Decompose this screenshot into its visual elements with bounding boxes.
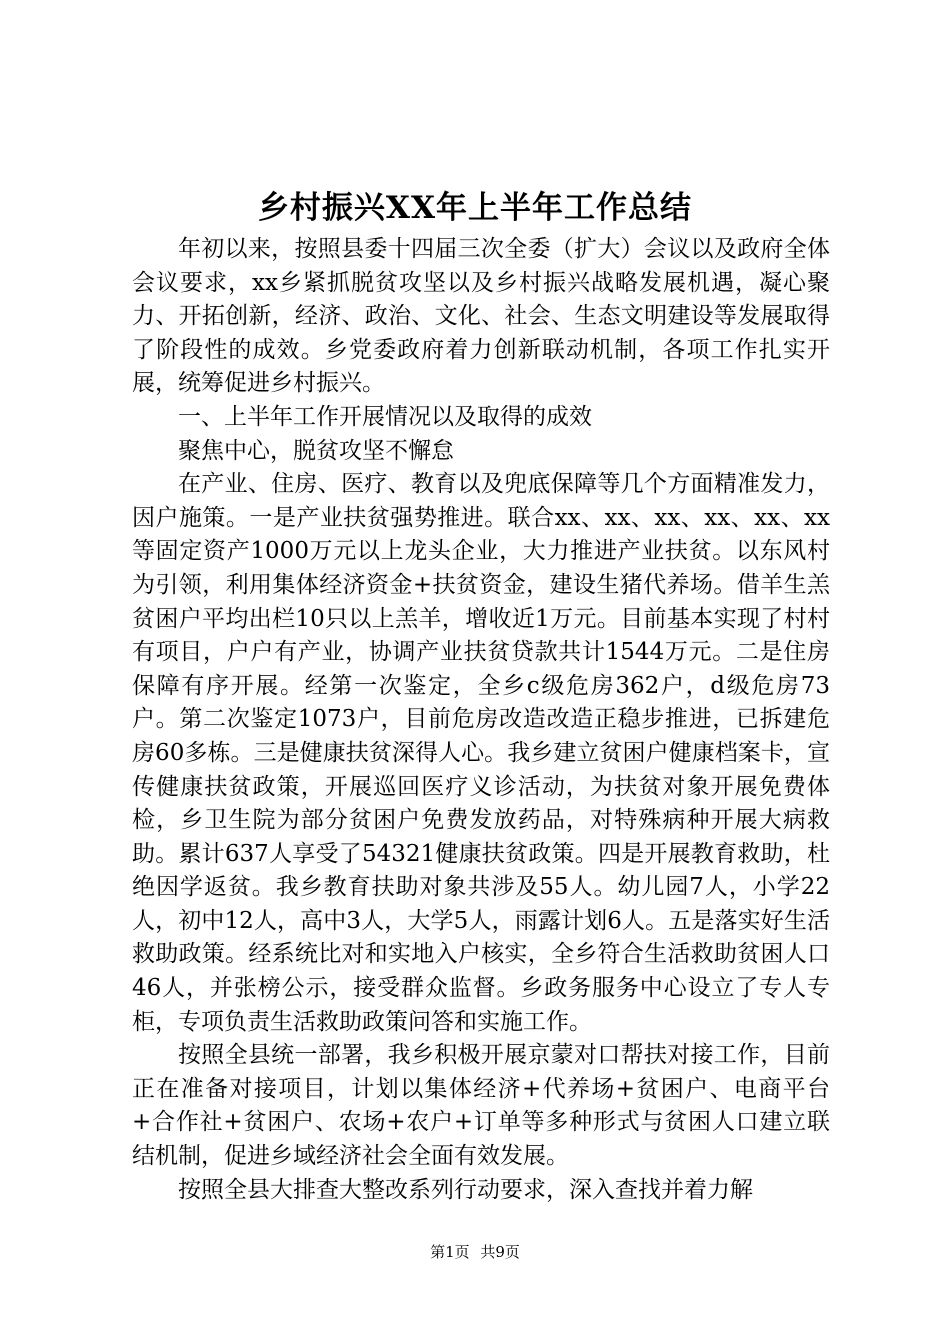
paragraph-intro: 年初以来，按照县委十四届三次全委（扩大）会议以及政府全体会议要求，xx乡紧抓脱贫攻坚以及乡村振兴战略发展机遇，凝心聚力、开拓创新，经济、政治、文化、社会、生态文明建设等发展取得了阶段性的成效。乡党委政府着力创新联动机制，各项工作扎实开展，统筹促进乡村振兴。 <box>132 236 830 397</box>
page-number: 第1页 <box>430 1243 470 1261</box>
paragraph-paired-assistance: 按照全县统一部署，我乡积极开展京蒙对口帮扶对接工作，目前正在准备对接项目，计划以集体经济+代养场+贫困户、电商平台+合作社+贫困户、农场+农户+订单等多种形式与贫困人口建立联结机制，促进乡域经济社会全面有效发展。 <box>132 1042 830 1170</box>
page-total: 共9页 <box>480 1243 520 1261</box>
subsection-heading: 聚焦中心，脱贫攻坚不懈怠 <box>178 437 454 464</box>
section-heading: 一、上半年工作开展情况以及取得的成效 <box>178 403 592 430</box>
document-title: 乡村振兴XX年上半年工作总结 <box>257 190 693 226</box>
paragraph-rectification: 按照全县大排查大整改系列行动要求，深入查找并着力解 <box>178 1176 753 1203</box>
paragraph-poverty-alleviation: 在产业、住房、医疗、教育以及兜底保障等几个方面精准发力，因户施策。一是产业扶贫强势推进。联合xx、xx、xx、xx、xx、xx等固定资产1000万元以上龙头企业，大力推进产业扶贫。以东风村为引领，利用集体经济资金+扶贫资金，建设生猪代养场。借羊生羔贫困户平均出栏10只以上羔羊，增收近1万元。目前基本实现了村村有项目，户户有产业，协调产业扶贫贷款共计1544万元。二是住房保障有序开展。经第一次鉴定，全乡c级危房362户，d级危房73户。第二次鉴定1073户，目前危房改造改造正稳步推进，已拆建危房60多栋。三是健康扶贫深得人心。我乡建立贫困户健康档案卡，宣传健康扶贫政策，开展巡回医疗义诊活动，为扶贫对象开展免费体检，乡卫生院为部分贫困户免费发放药品，对特殊病种开展大病救助。累计637人享受了54321健康扶贫政策。四是开展教育救助，杜绝因学返贫。我乡教育扶助对象共涉及55人。幼儿园7人，小学22人，初中12人，高中3人，大学5人，雨露计划6人。五是落实好生活救助政策。经系统比对和实地入户核实，全乡符合生活救助贫困人口46人，并张榜公示，接受群众监督。乡政务服务中心设立了专人专柜，专项负责生活救助政策问答和实施工作。 <box>132 471 830 1035</box>
page-footer <box>0 1242 950 1262</box>
document-body <box>132 233 830 1207</box>
